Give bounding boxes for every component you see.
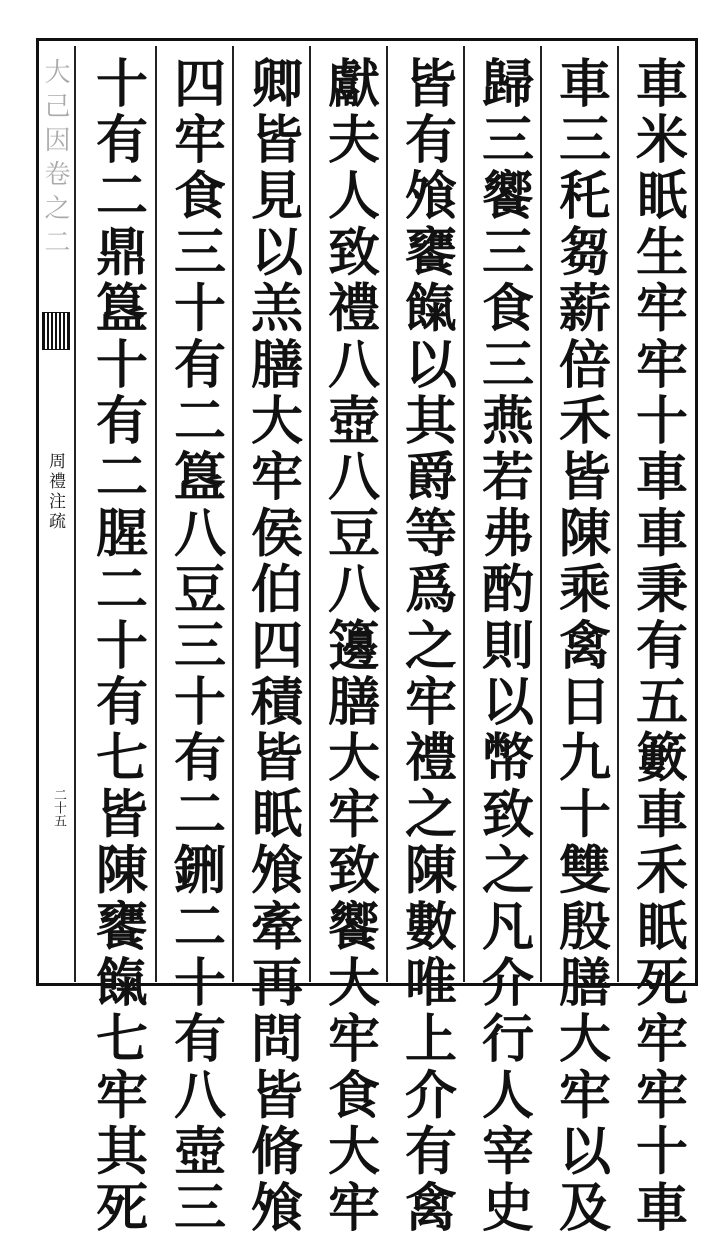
text-column: [155, 46, 232, 1236]
text-column: [540, 46, 617, 1236]
text-column: [463, 46, 540, 1236]
column-text: 十有二鼎簋十有二腥二十有七皆陳饔餼七牢其死: [86, 56, 148, 1236]
column-text: 卿皆見以羔膳大牢侯伯四積皆眂飧牽再問皆脩飧: [241, 56, 303, 1236]
text-column: [232, 46, 309, 1236]
column-text: 四牢食三十有二簋八豆三十有二鉶二十有八壺三: [164, 56, 226, 1236]
book-title: 周禮注疏: [45, 452, 65, 532]
column-text: 車三秅芻薪倍禾皆陳乘禽日九十雙殷膳大牢以及: [549, 56, 611, 1236]
text-columns: [76, 46, 694, 1236]
text-column: [617, 46, 694, 1236]
column-text: 皆有飧饔餼以其爵等爲之牢禮之陳數唯上介有禽: [395, 56, 457, 1236]
column-text: 車米眂生牢牢十車車秉有五籔車禾眂死牢牢十車: [626, 56, 688, 1236]
text-column: [78, 46, 155, 1236]
margin-faint-text: 大己因卷之二: [40, 58, 70, 262]
text-column: [309, 46, 386, 1236]
column-text: 獻夫人致禮八壺八豆八籩膳大牢致饗大牢食大牢: [318, 56, 380, 1236]
fish-tail-mark: [42, 312, 70, 350]
page-number: 二十五: [51, 788, 66, 827]
text-column: [386, 46, 463, 1236]
column-text: 歸三饗三食三燕若弗酌則以幣致之凡介行人宰史: [472, 56, 534, 1236]
